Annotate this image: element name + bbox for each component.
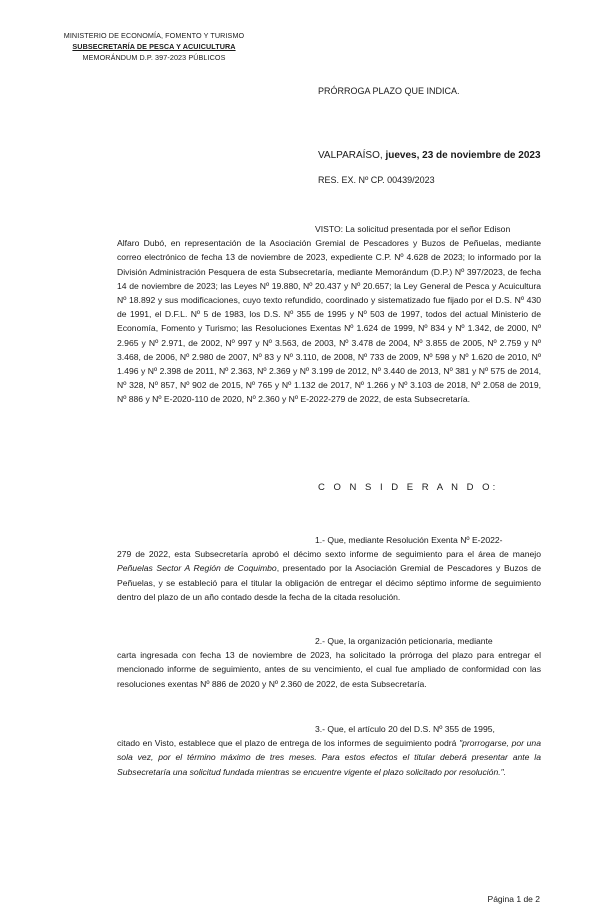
city: VALPARAÍSO,: [318, 150, 383, 161]
p1-italic: Peñuelas Sector A Región de Coquimbo: [117, 563, 277, 574]
p1-pre: 279 de 2022, esta Subsecretaría aprobó el décimo sexto informe de seguimiento para el área de manejo: [117, 549, 541, 560]
p2-lead: 2.- Que, la organización peticionaria, mediante: [315, 636, 493, 646]
p2-text: carta ingresada con fecha 13 de noviembre de 2023, ha solicitado la prórroga del plazo para entregar el mencionado informe de seguimiento, antes de su vencimiento, el cual fue ampliado de conformidad con las resoluciones exentas Nº 886 de 2020 y Nº 2.360 de 2022, de esta Subsecretaría.: [117, 650, 541, 689]
subsecretaria-line: SUBSECRETARÍA DE PESCA Y ACUICULTURA: [72, 42, 236, 51]
considerando-heading: C O N S I D E R A N D O:: [318, 482, 499, 493]
visto-text: Alfaro Dubó, en representación de la Asociación Gremial de Pescadores y Buzos de Peñuelas, mediante correo electrónico de fecha 13 de noviembre de 2023, expediente C.P. Nº 4.628 de 2023; lo informado por la División Administración Pesquera de esta Subsecretaría, mediante Memorándum (D.P.) Nº 397/2023, de fecha 14 de noviembre de 2023; las Leyes Nº 19.880, Nº 20.437 y Nº 20.657; la Ley General de Pesca y Acuicultura Nº 18.892 y sus modificaciones, cuyo texto refundido, coordinado y sistematizado fue fijado por el D.S. Nº 430 de 1991, el D.F.L. Nº 5 de 1983, los D.S. Nº 355 de 1995 y Nº 503 de 1997, todos del actual Ministerio de Economía, Fomento y Turismo; las Resoluciones Exentas Nº 1.624 de 1999, Nº 834 y Nº 1.342, de 2000, Nº 2.965 y Nº 2.971, de 2002, Nº 997 y Nº 3.563, de 2003, Nº 3.478 de 2004, Nº 3.855 de 2005, Nº 2.759 y Nº 3.468, de 2006, Nº 2.980 de 2007, Nº 83 y Nº 3.110, de 2008, Nº 733 de 2009, Nº 598 y Nº 1.620 de 2010, Nº 1.496 y Nº 2.398 de 2011, Nº 2.363, Nº 2.369 y Nº 3.199 de 2012, Nº 3.440 de 2013, Nº 381 y Nº 575 de 2014, Nº 328, Nº 857, Nº 902 de 2015, Nº 765 y Nº 1.132 de 2017, Nº 1.266 y Nº 3.103 de 2018, Nº 2.058 de 2019, Nº 886 y Nº E-2020-110 de 2020, Nº 2.360 y Nº E-2022-279 de 2022, de esta Subsecretaría.: [117, 238, 541, 405]
p3-italic: "prorrogarse, por una sola vez, por el término máximo de tres meses. Para estos efectos el titular deberá presentar ante la Subsecretaría una solicitud fundada mientras se encuentre vigente el plazo solicitado por resolución.".: [117, 738, 541, 777]
date: jueves, 23 de noviembre de 2023: [385, 150, 541, 161]
p1-post: , presentado por la Asociación Gremial de Pescadores y Buzos de Peñuelas, y se estableció para el titular la obligación de entregar el décimo séptimo informe de seguimiento dentro del plazo de un año contado desde la fecha de la citada resolución.: [117, 563, 541, 602]
reference-title: PRÓRROGA PLAZO QUE INDICA.: [318, 86, 460, 96]
p3-pre: citado en Visto, establece que el plazo de entrega de los informes de seguimiento podrá: [117, 738, 460, 749]
memo-line: MEMORÁNDUM D.P. 397-2023 PÚBLICOS: [82, 53, 226, 62]
considerando-1: [117, 533, 541, 604]
resolution-number: RES. EX. Nº CP. 00439/2023: [318, 175, 435, 185]
considerando-3: [117, 722, 541, 779]
visto-lead: VISTO: La solicitud presentada por el señor Edison: [315, 224, 511, 234]
visto-paragraph: [117, 222, 541, 407]
place-date: [318, 150, 541, 161]
letterhead: [54, 30, 254, 63]
ministry-line: MINISTERIO DE ECONOMÍA, FOMENTO Y TURISMO: [63, 31, 245, 40]
p3-lead: 3.- Que, el artículo 20 del D.S. Nº 355 de 1995,: [315, 724, 495, 734]
p1-lead: 1.- Que, mediante Resolución Exenta Nº E-2022-: [315, 535, 503, 545]
page-number: Página 1 de 2: [487, 894, 540, 904]
considerando-2: [117, 634, 541, 691]
